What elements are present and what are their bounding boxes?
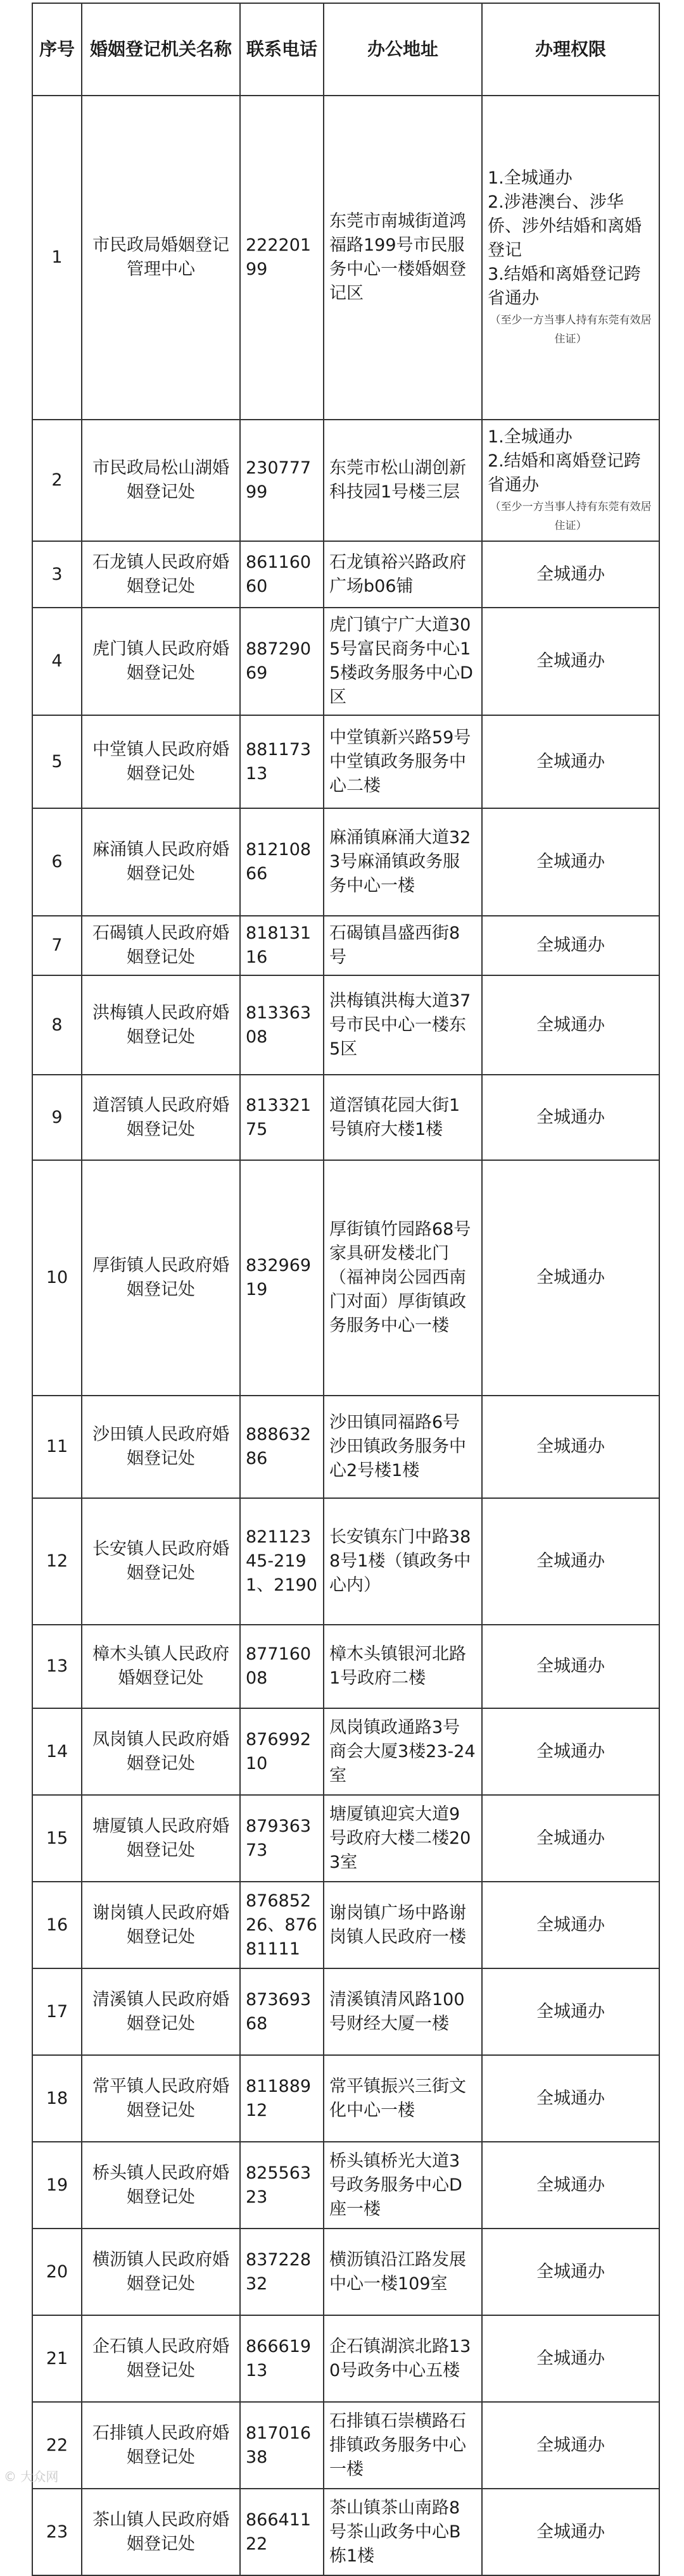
office-scope: 全城通办 (482, 1795, 659, 1882)
office-name: 市民政局婚姻登记管理中心 (82, 96, 240, 420)
office-address: 石排镇石崇横路石排镇政务服务中心一楼 (324, 2402, 482, 2489)
row-number: 23 (32, 2489, 82, 2575)
table-row (32, 808, 659, 916)
office-scope (482, 96, 659, 420)
office-phone: 87685226、87681111 (240, 1882, 324, 1968)
office-phone: 22220199 (240, 96, 324, 420)
registry-table (32, 3, 660, 2576)
office-scope: 全城通办 (482, 1625, 659, 1708)
office-name: 厚街镇人民政府婚姻登记处 (82, 1160, 240, 1396)
table-row (32, 1795, 659, 1882)
office-name: 塘厦镇人民政府婚姻登记处 (82, 1795, 240, 1882)
table-row (32, 1498, 659, 1625)
office-name: 石排镇人民政府婚姻登记处 (82, 2402, 240, 2489)
row-number: 15 (32, 1795, 82, 1882)
row-number: 18 (32, 2055, 82, 2142)
office-name: 虎门镇人民政府婚姻登记处 (82, 608, 240, 715)
office-address: 长安镇东门中路388号1楼（镇政务中心内） (324, 1498, 482, 1625)
table-row (32, 2142, 659, 2229)
office-name: 清溪镇人民政府婚姻登记处 (82, 1968, 240, 2055)
office-scope: 全城通办 (482, 1498, 659, 1625)
office-phone: 88729069 (240, 608, 324, 715)
row-number: 6 (32, 808, 82, 916)
table-header-row (32, 3, 659, 96)
table-row (32, 1160, 659, 1396)
row-number: 22 (32, 2402, 82, 2489)
office-scope: 全城通办 (482, 1968, 659, 2055)
office-name: 常平镇人民政府婚姻登记处 (82, 2055, 240, 2142)
office-name: 凤岗镇人民政府婚姻登记处 (82, 1708, 240, 1795)
office-address: 塘厦镇迎宾大道9号政府大楼二楼203室 (324, 1795, 482, 1882)
office-address: 道滘镇花园大街1号镇府大楼1楼 (324, 1075, 482, 1160)
table-row (32, 975, 659, 1075)
table-row (32, 541, 659, 608)
office-address: 沙田镇同福路6号沙田镇政务服务中心2号楼1楼 (324, 1396, 482, 1498)
office-phone: 87369368 (240, 1968, 324, 2055)
header-phone: 联系电话 (240, 3, 324, 96)
office-address: 厚街镇竹园路68号家具研发楼北门（福神岗公园西南门对面）厚街镇政务服务中心一楼 (324, 1160, 482, 1396)
office-scope: 全城通办 (482, 2055, 659, 2142)
office-address: 石龙镇裕兴路政府广场b06铺 (324, 541, 482, 608)
office-name: 道滘镇人民政府婚姻登记处 (82, 1075, 240, 1160)
row-number: 17 (32, 1968, 82, 2055)
office-scope: 全城通办 (482, 1075, 659, 1160)
office-name: 茶山镇人民政府婚姻登记处 (82, 2489, 240, 2575)
table-row (32, 2489, 659, 2575)
office-phone: 86661913 (240, 2315, 324, 2402)
scope-line: 2.涉港澳台、涉华侨、涉外结婚和离婚登记 (488, 192, 642, 260)
row-number: 9 (32, 1075, 82, 1160)
table-row (32, 1968, 659, 2055)
office-scope: 全城通办 (482, 2229, 659, 2315)
office-scope: 全城通办 (482, 1160, 659, 1396)
office-name: 樟木头镇人民政府婚姻登记处 (82, 1625, 240, 1708)
office-phone: 82556323 (240, 2142, 324, 2229)
header-scope: 办理权限 (482, 3, 659, 96)
office-scope: 全城通办 (482, 1396, 659, 1498)
row-number: 1 (32, 96, 82, 420)
office-scope: 全城通办 (482, 1882, 659, 1968)
office-address: 樟木头镇银河北路1号政府二楼 (324, 1625, 482, 1708)
office-address: 东莞市南城街道鸿福路199号市民服务中心一楼婚姻登记区 (324, 96, 482, 420)
office-phone: 87716008 (240, 1625, 324, 1708)
office-address: 茶山镇茶山南路8号茶山政务中心B栋1楼 (324, 2489, 482, 2575)
office-phone: 82112345-2191、2190 (240, 1498, 324, 1625)
office-scope: 全城通办 (482, 541, 659, 608)
office-scope (482, 420, 659, 541)
office-address: 常平镇振兴三街文化中心一楼 (324, 2055, 482, 2142)
table-row (32, 1625, 659, 1708)
office-name: 沙田镇人民政府婚姻登记处 (82, 1396, 240, 1498)
office-phone: 23077799 (240, 420, 324, 541)
office-name: 中堂镇人民政府婚姻登记处 (82, 715, 240, 808)
office-phone: 87699210 (240, 1708, 324, 1795)
table-row (32, 2055, 659, 2142)
office-phone: 81701638 (240, 2402, 324, 2489)
table-row (32, 715, 659, 808)
office-name: 石碣镇人民政府婚姻登记处 (82, 916, 240, 975)
office-address: 东莞市松山湖创新科技园1号楼三层 (324, 420, 482, 541)
office-scope: 全城通办 (482, 608, 659, 715)
office-address: 凤岗镇政通路3号商会大厦3楼23-24室 (324, 1708, 482, 1795)
office-address: 桥头镇桥光大道3号政务服务中心D座一楼 (324, 2142, 482, 2229)
office-address: 洪梅镇洪梅大道37号市民中心一楼东5区 (324, 975, 482, 1075)
table-row (32, 608, 659, 715)
scope-note: （至少一方当事人持有东莞有效居住证） (490, 501, 652, 532)
row-number: 3 (32, 541, 82, 608)
table-row (32, 1882, 659, 1968)
office-name: 洪梅镇人民政府婚姻登记处 (82, 975, 240, 1075)
row-number: 19 (32, 2142, 82, 2229)
office-name: 石龙镇人民政府婚姻登记处 (82, 541, 240, 608)
office-address: 麻涌镇麻涌大道323号麻涌镇政务服务中心一楼 (324, 808, 482, 916)
row-number: 2 (32, 420, 82, 541)
row-number: 10 (32, 1160, 82, 1396)
office-address: 谢岗镇广场中路谢岗镇人民政府一楼 (324, 1882, 482, 1968)
table-row (32, 2402, 659, 2489)
header-name: 婚姻登记机关名称 (82, 3, 240, 96)
row-number: 16 (32, 1882, 82, 1968)
table-body (32, 96, 659, 2575)
table-row (32, 2229, 659, 2315)
office-phone: 81813116 (240, 916, 324, 975)
office-phone: 88117313 (240, 715, 324, 808)
office-phone: 81188912 (240, 2055, 324, 2142)
office-address: 横沥镇沿江路发展中心一楼109室 (324, 2229, 482, 2315)
office-name: 市民政局松山湖婚姻登记处 (82, 420, 240, 541)
office-scope: 全城通办 (482, 715, 659, 808)
office-scope: 全城通办 (482, 1708, 659, 1795)
header-no: 序号 (32, 3, 82, 96)
office-scope: 全城通办 (482, 2142, 659, 2229)
row-number: 14 (32, 1708, 82, 1795)
office-scope: 全城通办 (482, 2489, 659, 2575)
scope-line: 1.全城通办 (488, 168, 573, 188)
table-row (32, 420, 659, 541)
header-address: 办公地址 (324, 3, 482, 96)
office-scope: 全城通办 (482, 808, 659, 916)
scope-line: 2.结婚和离婚登记跨省通办 (488, 451, 641, 495)
office-name: 横沥镇人民政府婚姻登记处 (82, 2229, 240, 2315)
table-row (32, 1708, 659, 1795)
table-row (32, 916, 659, 975)
office-scope: 全城通办 (482, 2315, 659, 2402)
office-address: 中堂镇新兴路59号中堂镇政务服务中心二楼 (324, 715, 482, 808)
office-address: 石碣镇昌盛西街8号 (324, 916, 482, 975)
office-phone: 81210866 (240, 808, 324, 916)
office-phone: 83722832 (240, 2229, 324, 2315)
scope-line: 1.全城通办 (488, 427, 573, 447)
office-scope: 全城通办 (482, 975, 659, 1075)
row-number: 4 (32, 608, 82, 715)
watermark-logo: © 大众网 (4, 2469, 59, 2484)
office-phone: 86116060 (240, 541, 324, 608)
table-row (32, 96, 659, 420)
office-phone: 88863286 (240, 1396, 324, 1498)
row-number: 13 (32, 1625, 82, 1708)
row-number: 7 (32, 916, 82, 975)
office-phone: 87936373 (240, 1795, 324, 1882)
row-number: 5 (32, 715, 82, 808)
scope-line: 3.结婚和离婚登记跨省通办 (488, 265, 641, 308)
table-row (32, 1075, 659, 1160)
table-row (32, 1396, 659, 1498)
office-name: 麻涌镇人民政府婚姻登记处 (82, 808, 240, 916)
office-phone: 81336308 (240, 975, 324, 1075)
office-name: 长安镇人民政府婚姻登记处 (82, 1498, 240, 1625)
office-address: 企石镇湖滨北路130号政务中心五楼 (324, 2315, 482, 2402)
office-scope: 全城通办 (482, 2402, 659, 2489)
office-scope: 全城通办 (482, 916, 659, 975)
table-row (32, 2315, 659, 2402)
row-number: 20 (32, 2229, 82, 2315)
office-address: 虎门镇宁广大道305号富民商务中心15楼政务服务中心D区 (324, 608, 482, 715)
office-name: 企石镇人民政府婚姻登记处 (82, 2315, 240, 2402)
row-number: 21 (32, 2315, 82, 2402)
row-number: 11 (32, 1396, 82, 1498)
scope-note: （至少一方当事人持有东莞有效居住证） (490, 314, 652, 346)
office-phone: 83296919 (240, 1160, 324, 1396)
office-phone: 86641122 (240, 2489, 324, 2575)
office-name: 桥头镇人民政府婚姻登记处 (82, 2142, 240, 2229)
row-number: 8 (32, 975, 82, 1075)
office-phone: 81332175 (240, 1075, 324, 1160)
office-address: 清溪镇清风路100号财经大厦一楼 (324, 1968, 482, 2055)
row-number: 12 (32, 1498, 82, 1625)
office-name: 谢岗镇人民政府婚姻登记处 (82, 1882, 240, 1968)
